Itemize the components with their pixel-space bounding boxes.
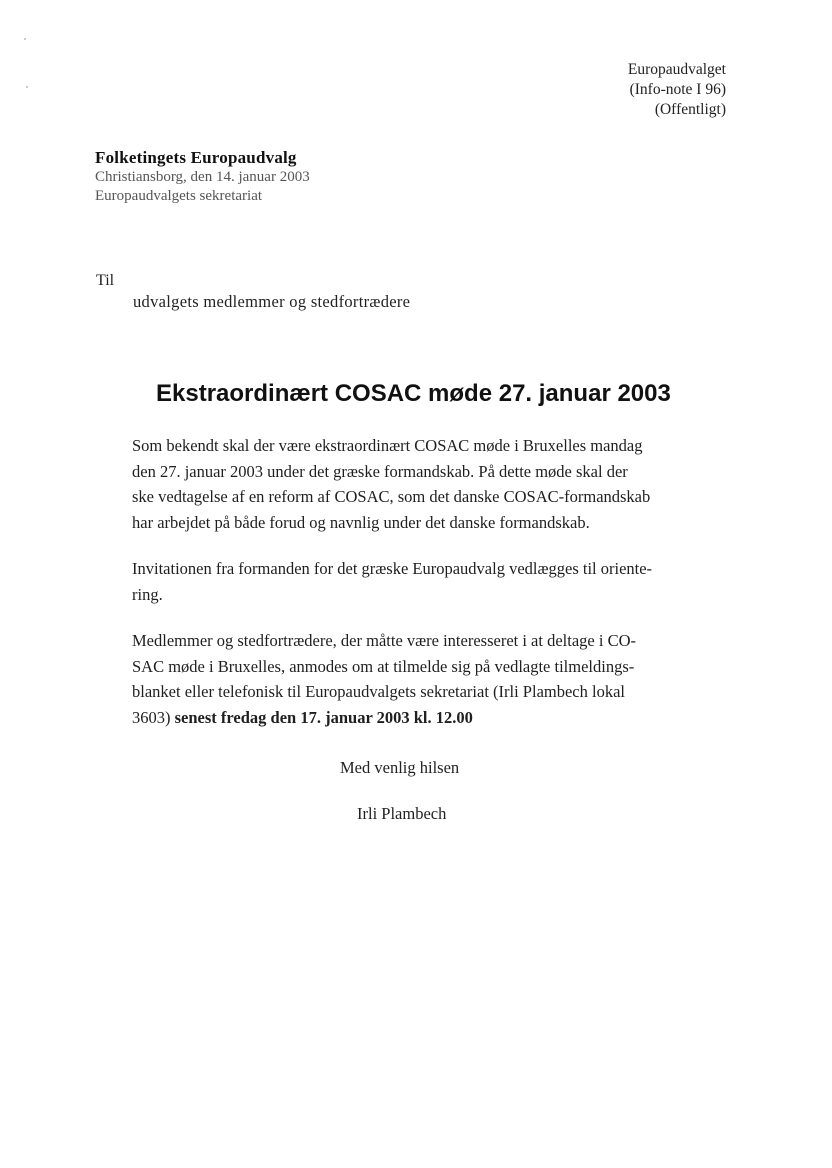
body-line-deadline [132, 705, 732, 731]
sender-name: Folketingets Europaudvalg [95, 148, 297, 167]
body-line: SAC møde i Bruxelles, anmodes om at tilmelde sig på vedlagte tilmeldings- [132, 656, 635, 676]
document-title: Ekstraordinært COSAC møde 27. januar 2003 [156, 380, 671, 407]
info-note-number: (Info-note I 96) [629, 81, 726, 98]
scan-speck [26, 86, 28, 88]
body-line: ske vedtagelse af en reform af COSAC, som det danske COSAC-formandskab [132, 487, 651, 506]
paragraph-3 [132, 628, 732, 730]
scan-speck [24, 38, 26, 40]
letter-body [132, 433, 732, 751]
body-line: Medlemmer og stedfortrædere, der måtte være interesseret i at deltage i CO- [132, 631, 636, 650]
to-label: Til [96, 272, 115, 289]
body-line: Invitationen fra formanden for det græske Europaudvalg vedlægges til oriente- [132, 559, 653, 578]
signature-name: Irli Plambech [357, 804, 447, 823]
closing-phrase: Med venlig hilsen [340, 758, 460, 777]
committee-label: Europaudvalget [627, 61, 726, 78]
place-date: Christiansborg, den 14. januar 2003 [95, 169, 310, 185]
document-classification [628, 60, 726, 120]
deadline-prefix: 3603) [132, 707, 175, 727]
paragraph-1 [132, 433, 732, 535]
public-status: (Offentligt) [654, 101, 726, 118]
body-line: blanket eller telefonisk til Europaudvalgets sekretariat (Irli Plambech lokal [132, 682, 625, 701]
sender-block [95, 148, 310, 206]
sender-department: Europaudvalgets sekretariat [95, 188, 263, 204]
body-line: Som bekendt skal der være ekstraordinært COSAC møde i Bruxelles mandag [132, 436, 643, 455]
deadline-text: senest fredag den 17. januar 2003 kl. 12.00 [174, 707, 473, 727]
body-line: har arbejdet på både forud og navnlig under det danske formandskab. [132, 512, 590, 532]
body-line: den 27. januar 2003 under det græske formandskab. På dette møde skal der [132, 461, 628, 481]
recipients: udvalgets medlemmer og stedfortrædere [133, 292, 411, 311]
body-line: ring. [132, 584, 163, 604]
paragraph-2 [132, 556, 732, 607]
